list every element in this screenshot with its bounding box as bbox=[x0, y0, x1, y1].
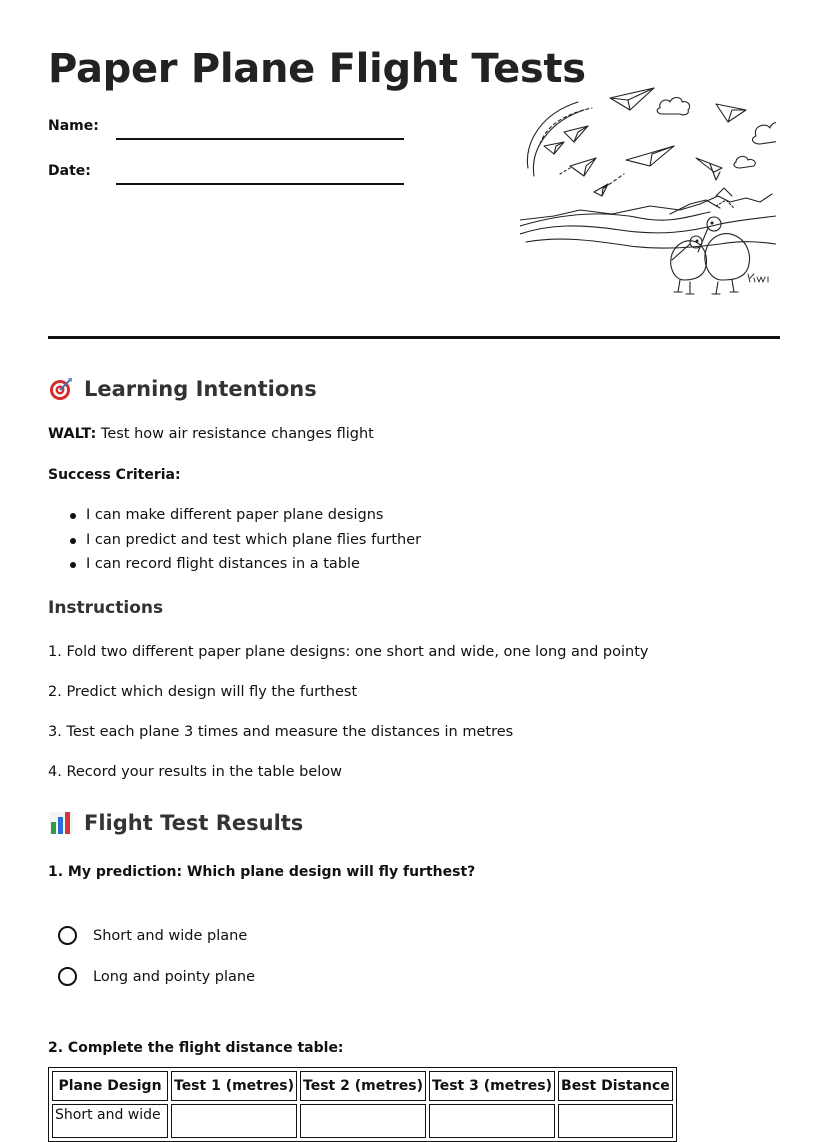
criterion-text: I can predict and test which plane flies further bbox=[86, 531, 422, 548]
flight-test-results-heading bbox=[48, 810, 303, 836]
table-cell-test-3[interactable] bbox=[429, 1104, 555, 1138]
option-label: Short and wide plane bbox=[93, 927, 248, 944]
option-long-pointy[interactable] bbox=[58, 967, 255, 986]
list-item bbox=[48, 530, 421, 555]
instruction-step: 1. Fold two different paper plane designs: one short and wide, one long and pointy bbox=[48, 644, 649, 660]
page-title: Paper Plane Flight Tests bbox=[48, 46, 586, 92]
criterion-text: I can make different paper plane designs bbox=[86, 507, 384, 523]
column-header-test-2: Test 2 (metres) bbox=[300, 1071, 426, 1101]
walt-line bbox=[48, 424, 374, 444]
bullet-icon bbox=[70, 562, 76, 568]
date-field bbox=[48, 161, 404, 181]
header-divider bbox=[48, 336, 780, 339]
table-header-row bbox=[52, 1071, 673, 1101]
list-item bbox=[48, 554, 421, 579]
table-row bbox=[52, 1104, 673, 1138]
table-cell-test-1[interactable] bbox=[171, 1104, 297, 1138]
date-label: Date: bbox=[48, 163, 91, 179]
column-header-plane-design: Plane Design bbox=[52, 1071, 168, 1101]
walt-text: Test how air resistance changes flight bbox=[96, 426, 374, 442]
instructions-heading: Instructions bbox=[48, 598, 164, 618]
bullet-icon bbox=[70, 538, 76, 544]
walt-label: WALT: bbox=[48, 426, 97, 442]
option-short-wide[interactable] bbox=[58, 926, 247, 945]
table-cell-test-2[interactable] bbox=[300, 1104, 426, 1138]
list-item bbox=[48, 505, 421, 530]
option-label: Long and pointy plane bbox=[93, 968, 255, 985]
column-header-test-1: Test 1 (metres) bbox=[171, 1071, 297, 1101]
success-criteria-label: Success Criteria: bbox=[48, 467, 181, 483]
bullet-icon bbox=[70, 513, 76, 519]
name-input-line[interactable] bbox=[116, 138, 404, 140]
bar-chart-icon bbox=[48, 810, 74, 836]
name-label: Name: bbox=[48, 118, 99, 134]
learning-intentions-heading-text: Learning Intentions bbox=[84, 377, 317, 401]
instruction-step: 2. Predict which design will fly the furthest bbox=[48, 684, 358, 700]
table-question: 2. Complete the flight distance table: bbox=[48, 1040, 344, 1056]
table-cell-best[interactable] bbox=[558, 1104, 673, 1138]
radio-long-pointy[interactable] bbox=[58, 967, 77, 986]
instruction-step: 3. Test each plane 3 times and measure the distances in metres bbox=[48, 724, 514, 740]
flight-test-results-heading-text: Flight Test Results bbox=[84, 811, 304, 835]
flight-distance-table bbox=[48, 1067, 677, 1142]
column-header-best-distance: Best Distance bbox=[558, 1071, 673, 1101]
name-field bbox=[48, 116, 404, 136]
prediction-question: 1. My prediction: Which plane design will fly furthest? bbox=[48, 864, 476, 880]
criterion-text: I can record flight distances in a table bbox=[86, 556, 360, 572]
learning-intentions-heading bbox=[48, 376, 317, 402]
column-header-test-3: Test 3 (metres) bbox=[429, 1071, 555, 1101]
date-input-line[interactable] bbox=[116, 183, 404, 185]
target-icon bbox=[48, 376, 74, 402]
instruction-step: 4. Record your results in the table below bbox=[48, 764, 343, 780]
paper-planes-kiwi-illustration bbox=[520, 84, 776, 300]
radio-short-wide[interactable] bbox=[58, 926, 77, 945]
success-criteria-list bbox=[48, 505, 421, 579]
table-cell-design: Short and wide bbox=[52, 1104, 168, 1138]
